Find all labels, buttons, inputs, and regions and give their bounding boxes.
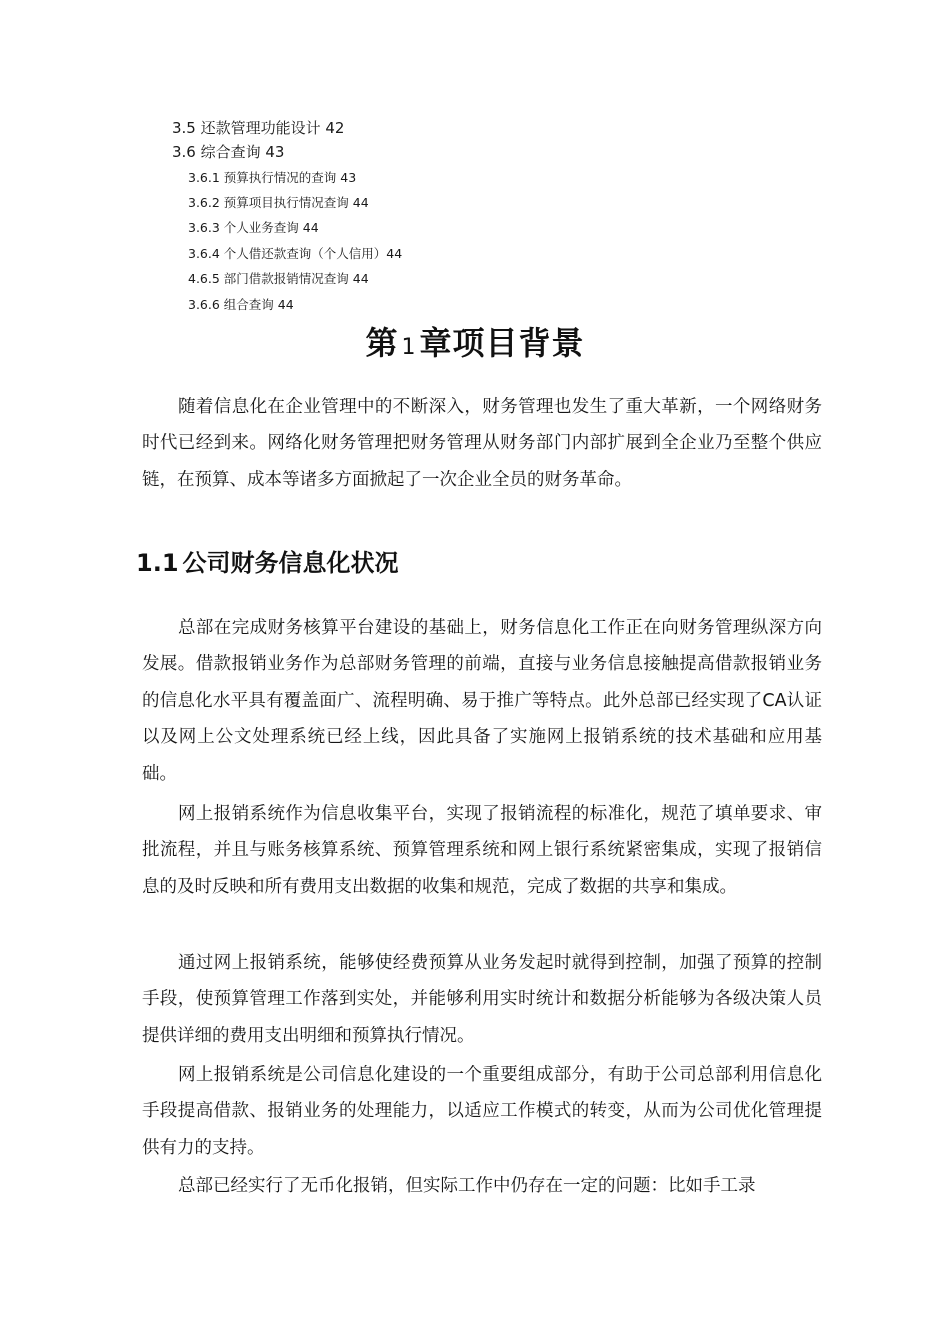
toc-item-3-6-4[interactable]: 3.6.4 个人借还款查询（个人信用）44 [188, 246, 403, 261]
toc-item-3-6[interactable]: 3.6 综合查询 43 [172, 143, 285, 161]
section-paragraph-4: 网上报销系统是公司信息化建设的一个重要组成部分，有助于公司总部利用信息化手段提高借款、报销业务的处理能力，以适应工作模式的转变，从而为公司优化管理提供有力的支持。 [142, 1065, 822, 1158]
section-title [136, 543, 399, 578]
section-paragraph-2: 网上报销系统作为信息收集平台，实现了报销流程的标准化，规范了填单要求、审批流程，并且与账务核算系统、预算管理系统和网上银行系统紧密集成，实现了报销信息的及时反映和所有费用支出数据的收集和规范，完成了数据的共享和集成。 [142, 804, 822, 897]
chapter-number: 1 [401, 335, 417, 360]
chapter-intro-paragraph: 随着信息化在企业管理中的不断深入，财务管理也发生了重大革新，一个网络财务时代已经到来。网络化财务管理把财务管理从财务部门内部扩展到全企业乃至整个供应链，在预算、成本等诸多方面掀起了一次企业全员的财务革命。 [142, 397, 822, 490]
toc-item-4-6-5[interactable]: 4.6.5 部门借款报销情况查询 44 [188, 271, 369, 286]
chapter-title [0, 318, 950, 364]
section-paragraph-5: 总部已经实行了无币化报销，但实际工作中仍存在一定的问题：比如手工录 [178, 1176, 756, 1196]
section-number: 1.1 [136, 549, 179, 577]
toc-item-3-5[interactable]: 3.5 还款管理功能设计 42 [172, 119, 345, 137]
toc-item-3-6-2[interactable]: 3.6.2 预算项目执行情况查询 44 [188, 195, 369, 210]
chapter-title-text: 章项目背景 [419, 324, 585, 362]
section-paragraph-3: 通过网上报销系统，能够使经费预算从业务发起时就得到控制，加强了预算的控制手段，使预算管理工作落到实处，并能够利用实时统计和数据分析能够为各级决策人员提供详细的费用支出明细和预算执行情况。 [142, 953, 822, 1046]
section-paragraph-1: 总部在完成财务核算平台建设的基础上，财务信息化工作正在向财务管理纵深方向发展。借款报销业务作为总部财务管理的前端，直接与业务信息接触提高借款报销业务的信息化水平具有覆盖面广、流程明确、易于推广等特点。此外总部已经实现了CA认证以及网上公文处理系统已经上线，因此具备了实施网上报销系统的技术基础和应用基础。 [142, 618, 822, 784]
chapter-title-prefix: 第 [365, 324, 399, 362]
toc-item-3-6-3[interactable]: 3.6.3 个人业务查询 44 [188, 220, 319, 235]
section-title-text: 公司财务信息化状况 [182, 549, 399, 577]
toc-item-3-6-6[interactable]: 3.6.6 组合查询 44 [188, 297, 294, 312]
toc-item-3-6-1[interactable]: 3.6.1 预算执行情况的查询 43 [188, 170, 357, 185]
